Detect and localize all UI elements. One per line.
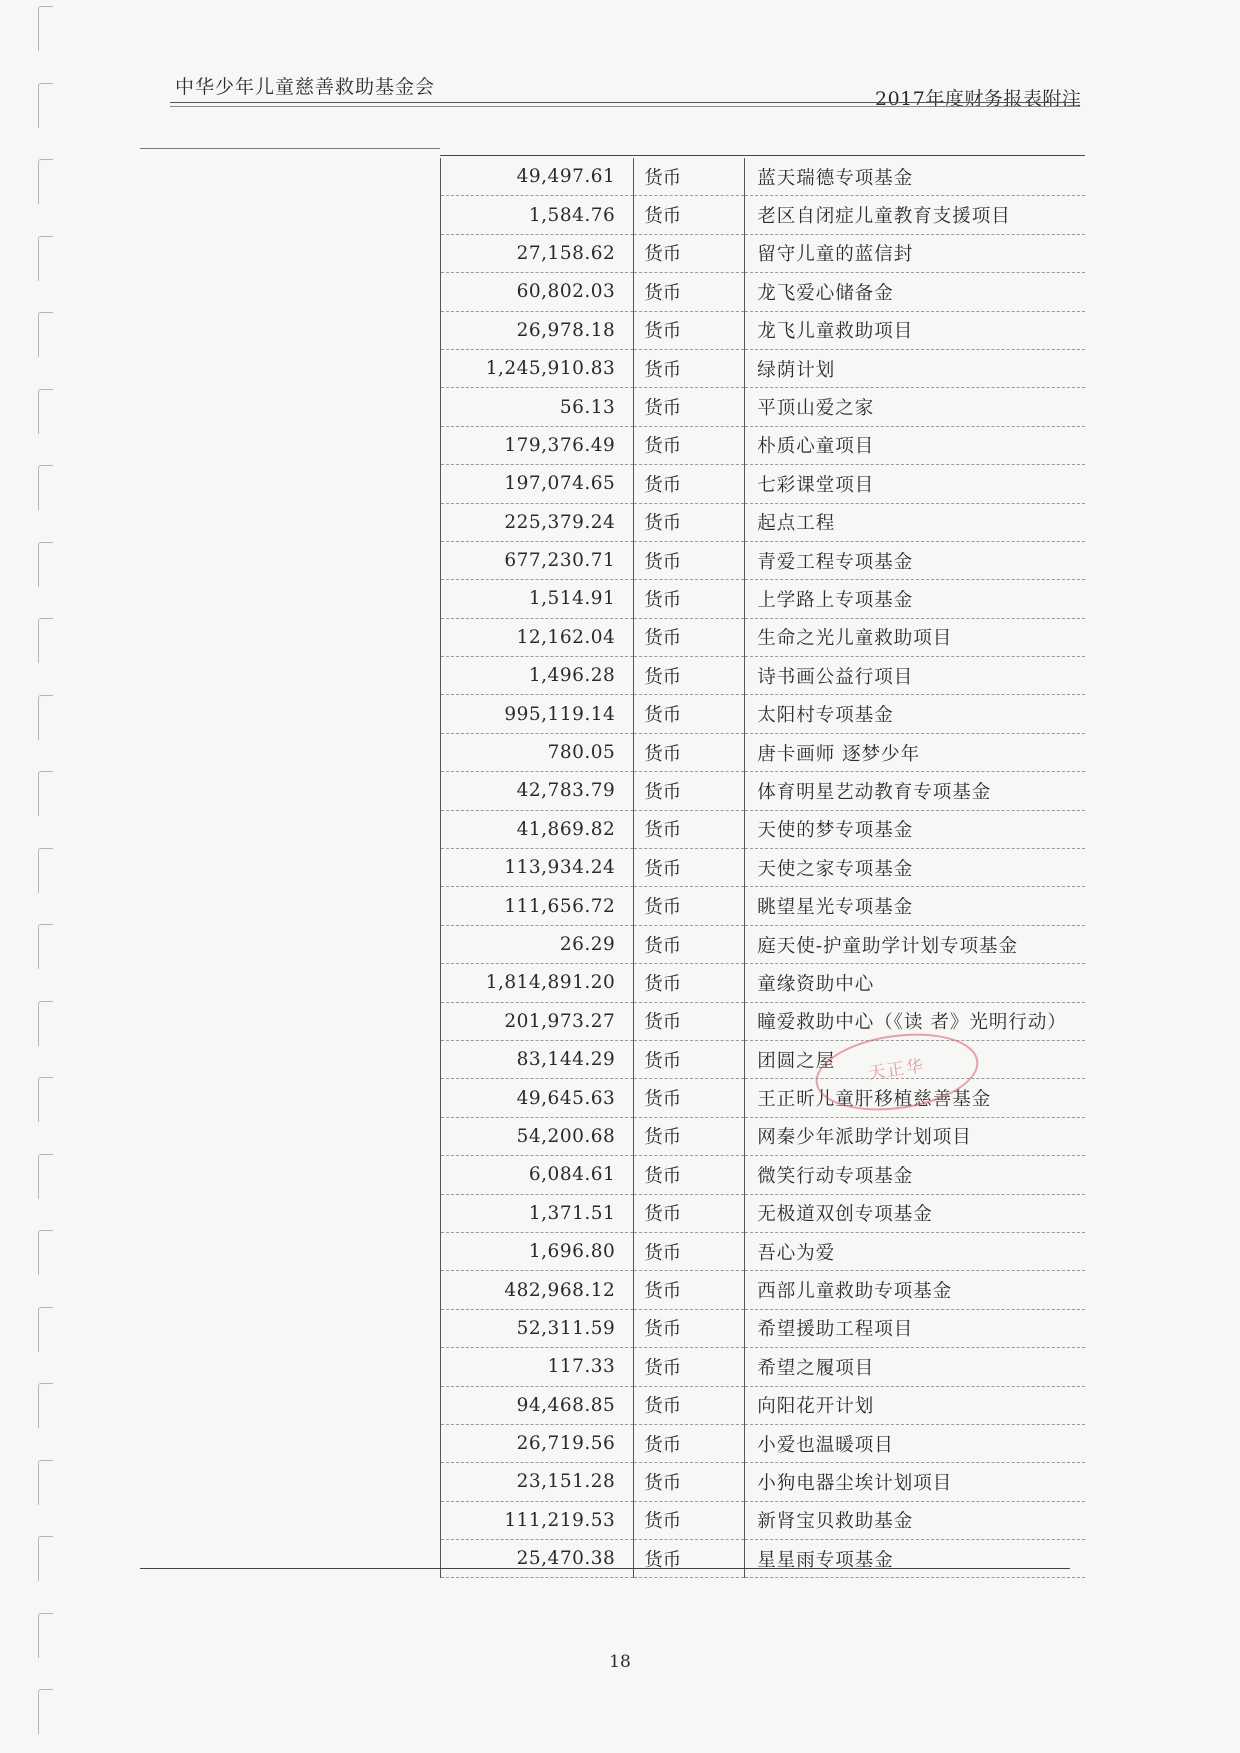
- table-row: [441, 1540, 1086, 1578]
- binding-hole-mark: [38, 6, 53, 51]
- table-row: [441, 849, 1086, 887]
- header-rule: [170, 102, 1080, 103]
- amount-cell: 94,468.85: [441, 1386, 634, 1424]
- table-row: [441, 311, 1086, 349]
- type-cell: 货币: [634, 772, 745, 810]
- project-cell: 绿荫计划: [745, 349, 1085, 387]
- project-cell: 体育明星艺动教育专项基金: [745, 772, 1085, 810]
- amount-cell: 1,496.28: [441, 657, 634, 695]
- amount-cell: 56.13: [441, 388, 634, 426]
- table-row: [441, 580, 1086, 618]
- project-cell: 青爱工程专项基金: [745, 541, 1085, 579]
- binding-hole-mark: [38, 924, 53, 969]
- project-cell: 天使之家专项基金: [745, 849, 1085, 887]
- type-cell: 货币: [634, 234, 745, 272]
- project-cell: 希望之履项目: [745, 1348, 1085, 1386]
- type-cell: 货币: [634, 964, 745, 1002]
- table-row: [441, 465, 1086, 503]
- report-title: 2017年度财务报表附注: [875, 88, 1082, 110]
- table-row: [441, 772, 1086, 810]
- project-cell: 老区自闭症儿童教育支援项目: [745, 196, 1085, 234]
- amount-cell: 225,379.24: [441, 503, 634, 541]
- table-body: [441, 158, 1086, 1578]
- table-row: [441, 1040, 1086, 1078]
- binding-holes: [30, 0, 60, 1753]
- amount-cell: 49,645.63: [441, 1079, 634, 1117]
- amount-cell: 26,719.56: [441, 1424, 634, 1462]
- type-cell: 货币: [634, 503, 745, 541]
- table-row: [441, 618, 1086, 656]
- type-cell: 货币: [634, 1194, 745, 1232]
- amount-cell: 25,470.38: [441, 1540, 634, 1578]
- table-row: [441, 1079, 1086, 1117]
- project-cell: 生命之光儿童救助项目: [745, 618, 1085, 656]
- type-cell: 货币: [634, 1386, 745, 1424]
- project-cell: 上学路上专项基金: [745, 580, 1085, 618]
- binding-hole-mark: [38, 389, 53, 434]
- amount-cell: 26.29: [441, 925, 634, 963]
- binding-hole-mark: [38, 1307, 53, 1352]
- binding-hole-mark: [38, 465, 53, 510]
- project-cell: 吾心为爱: [745, 1232, 1085, 1270]
- type-cell: 货币: [634, 1540, 745, 1578]
- project-cell: 朴质心童项目: [745, 426, 1085, 464]
- type-cell: 货币: [634, 1348, 745, 1386]
- type-cell: 货币: [634, 541, 745, 579]
- binding-hole-mark: [38, 695, 53, 740]
- project-cell: 蓝天瑞德专项基金: [745, 158, 1085, 196]
- type-cell: 货币: [634, 349, 745, 387]
- table-row: [441, 887, 1086, 925]
- amount-cell: 1,514.91: [441, 580, 634, 618]
- project-cell: 唐卡画师 逐梦少年: [745, 733, 1085, 771]
- amount-cell: 482,968.12: [441, 1271, 634, 1309]
- project-cell: 平顶山爱之家: [745, 388, 1085, 426]
- project-cell: 微笑行动专项基金: [745, 1156, 1085, 1194]
- project-cell: 星星雨专项基金: [745, 1540, 1085, 1578]
- binding-hole-mark: [38, 83, 53, 128]
- binding-hole-mark: [38, 848, 53, 893]
- amount-cell: 12,162.04: [441, 618, 634, 656]
- project-cell: 龙飞儿童救助项目: [745, 311, 1085, 349]
- table-top-rule: [440, 155, 1085, 156]
- binding-hole-mark: [38, 1613, 53, 1658]
- amount-cell: 111,219.53: [441, 1501, 634, 1539]
- type-cell: 货币: [634, 158, 745, 196]
- amount-cell: 54,200.68: [441, 1117, 634, 1155]
- type-cell: 货币: [634, 925, 745, 963]
- type-cell: 货币: [634, 695, 745, 733]
- amount-cell: 6,084.61: [441, 1156, 634, 1194]
- amount-cell: 52,311.59: [441, 1309, 634, 1347]
- table-row: [441, 158, 1086, 196]
- project-cell: 团圆之屋: [745, 1040, 1085, 1078]
- table-row: [441, 388, 1086, 426]
- amount-cell: 41,869.82: [441, 810, 634, 848]
- project-cell: 庭天使-护童助学计划专项基金: [745, 925, 1085, 963]
- amount-cell: 111,656.72: [441, 887, 634, 925]
- type-cell: 货币: [634, 426, 745, 464]
- amount-cell: 1,696.80: [441, 1232, 634, 1270]
- table-left-rule: [140, 148, 440, 149]
- amount-cell: 26,978.18: [441, 311, 634, 349]
- type-cell: 货币: [634, 1424, 745, 1462]
- binding-hole-mark: [38, 542, 53, 587]
- company-seal: 天正华: [811, 1024, 984, 1120]
- project-cell: 天使的梦专项基金: [745, 810, 1085, 848]
- binding-hole-mark: [38, 1689, 53, 1734]
- page-number: 18: [609, 1652, 631, 1672]
- type-cell: 货币: [634, 388, 745, 426]
- amount-cell: 1,814,891.20: [441, 964, 634, 1002]
- type-cell: 货币: [634, 1501, 745, 1539]
- amount-cell: 49,497.61: [441, 158, 634, 196]
- table-row: [441, 1309, 1086, 1347]
- table-row: [441, 925, 1086, 963]
- table-row: [441, 1232, 1086, 1270]
- amount-cell: 113,934.24: [441, 849, 634, 887]
- type-cell: 货币: [634, 580, 745, 618]
- amount-cell: 197,074.65: [441, 465, 634, 503]
- type-cell: 货币: [634, 1079, 745, 1117]
- table-row: [441, 1002, 1086, 1040]
- type-cell: 货币: [634, 465, 745, 503]
- project-cell: 童缘资助中心: [745, 964, 1085, 1002]
- type-cell: 货币: [634, 1232, 745, 1270]
- binding-hole-mark: [38, 236, 53, 281]
- table-row: [441, 657, 1086, 695]
- type-cell: 货币: [634, 1463, 745, 1501]
- table-row: [441, 1271, 1086, 1309]
- type-cell: 货币: [634, 849, 745, 887]
- amount-cell: 201,973.27: [441, 1002, 634, 1040]
- project-cell: 七彩课堂项目: [745, 465, 1085, 503]
- type-cell: 货币: [634, 1002, 745, 1040]
- amount-cell: 1,371.51: [441, 1194, 634, 1232]
- table-row: [441, 234, 1086, 272]
- table-row: [441, 1424, 1086, 1462]
- amount-cell: 780.05: [441, 733, 634, 771]
- binding-hole-mark: [38, 1383, 53, 1428]
- fund-balance-table: [440, 158, 1085, 1578]
- table-row: [441, 1117, 1086, 1155]
- project-cell: 太阳村专项基金: [745, 695, 1085, 733]
- header-rule-thin: [170, 106, 1080, 107]
- project-cell: 向阳花开计划: [745, 1386, 1085, 1424]
- type-cell: 货币: [634, 1117, 745, 1155]
- table-row: [441, 964, 1086, 1002]
- project-cell: 王正昕儿童肝移植慈善基金: [745, 1079, 1085, 1117]
- table-row: [441, 810, 1086, 848]
- table-row: [441, 1156, 1086, 1194]
- project-cell: 眺望星光专项基金: [745, 887, 1085, 925]
- type-cell: 货币: [634, 1271, 745, 1309]
- project-cell: 西部儿童救助专项基金: [745, 1271, 1085, 1309]
- organization-name: 中华少年儿童慈善救助基金会: [175, 76, 436, 98]
- binding-hole-mark: [38, 771, 53, 816]
- table-bottom-rule: [140, 1568, 1070, 1569]
- type-cell: 货币: [634, 273, 745, 311]
- binding-hole-mark: [38, 1077, 53, 1122]
- binding-hole-mark: [38, 312, 53, 357]
- table-row: [441, 1194, 1086, 1232]
- type-cell: 货币: [634, 311, 745, 349]
- amount-cell: 117.33: [441, 1348, 634, 1386]
- type-cell: 货币: [634, 1156, 745, 1194]
- project-cell: 希望援助工程项目: [745, 1309, 1085, 1347]
- amount-cell: 83,144.29: [441, 1040, 634, 1078]
- binding-hole-mark: [38, 1536, 53, 1581]
- amount-cell: 60,802.03: [441, 273, 634, 311]
- table-row: [441, 426, 1086, 464]
- type-cell: 货币: [634, 1309, 745, 1347]
- binding-hole-mark: [38, 1460, 53, 1505]
- table-row: [441, 273, 1086, 311]
- type-cell: 货币: [634, 618, 745, 656]
- amount-cell: 1,245,910.83: [441, 349, 634, 387]
- table-row: [441, 503, 1086, 541]
- table-row: [441, 1463, 1086, 1501]
- type-cell: 货币: [634, 733, 745, 771]
- table-row: [441, 196, 1086, 234]
- table-row: [441, 1348, 1086, 1386]
- table-row: [441, 695, 1086, 733]
- binding-hole-mark: [38, 1001, 53, 1046]
- project-cell: 小爱也温暖项目: [745, 1424, 1085, 1462]
- binding-hole-mark: [38, 618, 53, 663]
- table-row: [441, 1386, 1086, 1424]
- project-cell: 网秦少年派助学计划项目: [745, 1117, 1085, 1155]
- project-cell: 瞳爱救助中心（《读 者》光明行动）: [745, 1002, 1085, 1040]
- project-cell: 小狗电器尘埃计划项目: [745, 1463, 1085, 1501]
- amount-cell: 995,119.14: [441, 695, 634, 733]
- amount-cell: 179,376.49: [441, 426, 634, 464]
- project-cell: 留守儿童的蓝信封: [745, 234, 1085, 272]
- amount-cell: 23,151.28: [441, 1463, 634, 1501]
- type-cell: 货币: [634, 657, 745, 695]
- amount-cell: 677,230.71: [441, 541, 634, 579]
- amount-cell: 1,584.76: [441, 196, 634, 234]
- type-cell: 货币: [634, 1040, 745, 1078]
- amount-cell: 27,158.62: [441, 234, 634, 272]
- table-row: [441, 349, 1086, 387]
- type-cell: 货币: [634, 196, 745, 234]
- binding-hole-mark: [38, 159, 53, 204]
- table-row: [441, 541, 1086, 579]
- project-cell: 无极道双创专项基金: [745, 1194, 1085, 1232]
- project-cell: 起点工程: [745, 503, 1085, 541]
- project-cell: 龙飞爱心储备金: [745, 273, 1085, 311]
- table-row: [441, 733, 1086, 771]
- binding-hole-mark: [38, 1230, 53, 1275]
- type-cell: 货币: [634, 887, 745, 925]
- project-cell: 新肾宝贝救助基金: [745, 1501, 1085, 1539]
- type-cell: 货币: [634, 810, 745, 848]
- amount-cell: 42,783.79: [441, 772, 634, 810]
- binding-hole-mark: [38, 1154, 53, 1199]
- table-row: [441, 1501, 1086, 1539]
- project-cell: 诗书画公益行项目: [745, 657, 1085, 695]
